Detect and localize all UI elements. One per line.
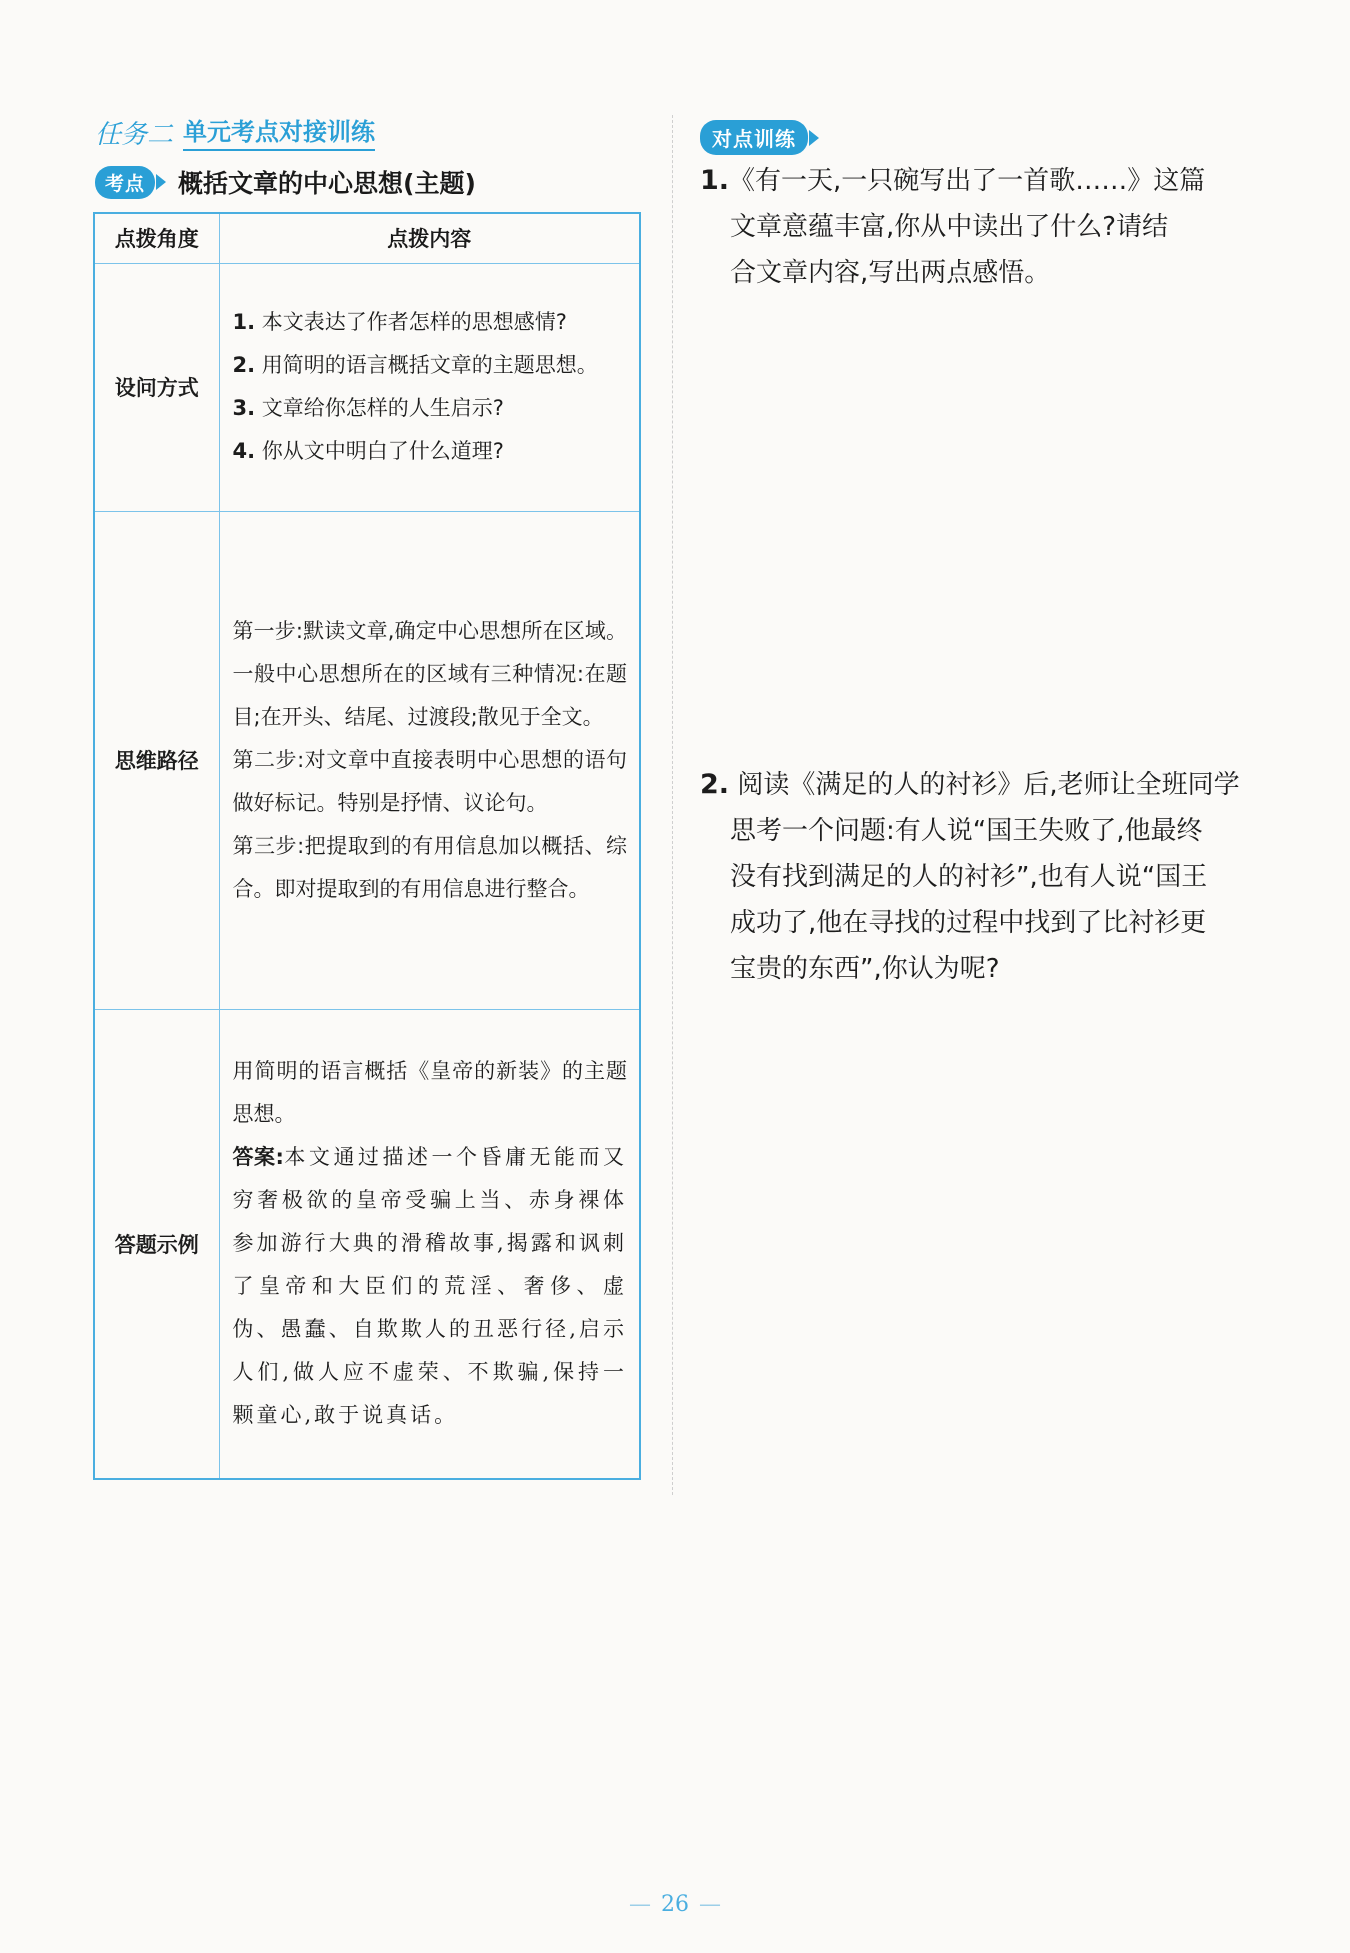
column-divider xyxy=(672,115,673,1495)
table-row xyxy=(94,1009,640,1479)
question-line: 没有找到满足的人的衬衫”,也有人说“国王 xyxy=(730,862,1208,892)
badge-arrow-icon xyxy=(809,130,819,146)
kaodian-badge-label: 考点 xyxy=(95,166,155,199)
question-number: 1. xyxy=(700,165,730,196)
task-prefix: 任务二 xyxy=(95,120,174,150)
question-2 xyxy=(700,762,1255,992)
answer-text: 本文通过描述一个昏庸无能而又穷奢极欲的皇帝受骗上当、赤身裸体参加游行大典的滑稽故事,揭露和讽刺了皇帝和大臣们的荒淫、奢侈、虚伪、愚蠢、自欺欺人的丑恶行径,启示人们,做人应不虚荣、不欺骗,保持一颗童心,敢于说真话。 xyxy=(232,1145,628,1428)
step-1: 第一步:默读文章,确定中心思想所在区域。一般中心思想所在的区域有三种情况:在题目;在开头、结尾、过渡段;散见于全文。 xyxy=(232,618,627,729)
question-line: 宝贵的东西”,你认为呢? xyxy=(730,954,1000,984)
question-line: 文章意蕴丰富,你从中读出了什么?请结 xyxy=(730,212,1169,242)
guide-table xyxy=(93,212,641,1480)
question-1 xyxy=(700,158,1255,296)
example-answer xyxy=(233,1136,628,1437)
dash-decoration: — xyxy=(699,1892,721,1917)
table-header-row xyxy=(94,213,640,263)
question-line: 阅读《满足的人的衬衫》后,老师让全班同学 xyxy=(737,770,1240,800)
thinking-steps xyxy=(219,511,640,1009)
page-number: — 26 — xyxy=(629,1892,721,1917)
kaodian-badge xyxy=(95,166,166,199)
row-label-example: 答题示例 xyxy=(94,1009,219,1479)
row-label-questioning: 设问方式 xyxy=(94,263,219,511)
dash-decoration: — xyxy=(629,1892,651,1917)
badge-arrow-icon xyxy=(156,174,166,190)
row-label-thinking-path: 思维路径 xyxy=(94,511,219,1009)
header-content: 点拨内容 xyxy=(219,213,640,263)
question-line: 思考一个问题:有人说“国王失败了,他最终 xyxy=(730,816,1203,846)
question-line: 《有一天,一只碗写出了一首歌……》这篇 xyxy=(729,166,1206,196)
training-badge xyxy=(700,120,819,155)
table-row xyxy=(94,263,640,511)
header-angle: 点拨角度 xyxy=(94,213,219,263)
list-item: 3. 文章给你怎样的人生启示? xyxy=(232,396,504,420)
step-3: 第三步:把提取到的有用信息加以概括、综合。即对提取到的有用信息进行整合。 xyxy=(232,833,627,901)
answer-example xyxy=(219,1009,640,1479)
questioning-methods xyxy=(219,263,640,511)
list-item: 1. 本文表达了作者怎样的思想感情? xyxy=(232,310,567,334)
example-question: 用简明的语言概括《皇帝的新装》的主题思想。 xyxy=(232,1059,627,1127)
question-line: 成功了,他在寻找的过程中找到了比衬衫更 xyxy=(730,908,1207,938)
question-line: 合文章内容,写出两点感悟。 xyxy=(730,258,1051,288)
kaodian-title: 概括文章的中心思想(主题) xyxy=(178,169,476,198)
answer-label: 答案: xyxy=(232,1145,284,1170)
step-2: 第二步:对文章中直接表明中心思想的语句做好标记。特别是抒情、议论句。 xyxy=(232,747,627,815)
kaodian-heading xyxy=(95,164,476,200)
task-heading xyxy=(95,112,375,151)
list-item: 2. 用简明的语言概括文章的主题思想。 xyxy=(232,353,598,377)
task-title: 单元考点对接训练 xyxy=(183,112,375,151)
list-item: 4. 你从文中明白了什么道理? xyxy=(232,439,504,463)
training-badge-label: 对点训练 xyxy=(700,120,808,155)
table-row xyxy=(94,511,640,1009)
question-number: 2. xyxy=(700,769,730,800)
